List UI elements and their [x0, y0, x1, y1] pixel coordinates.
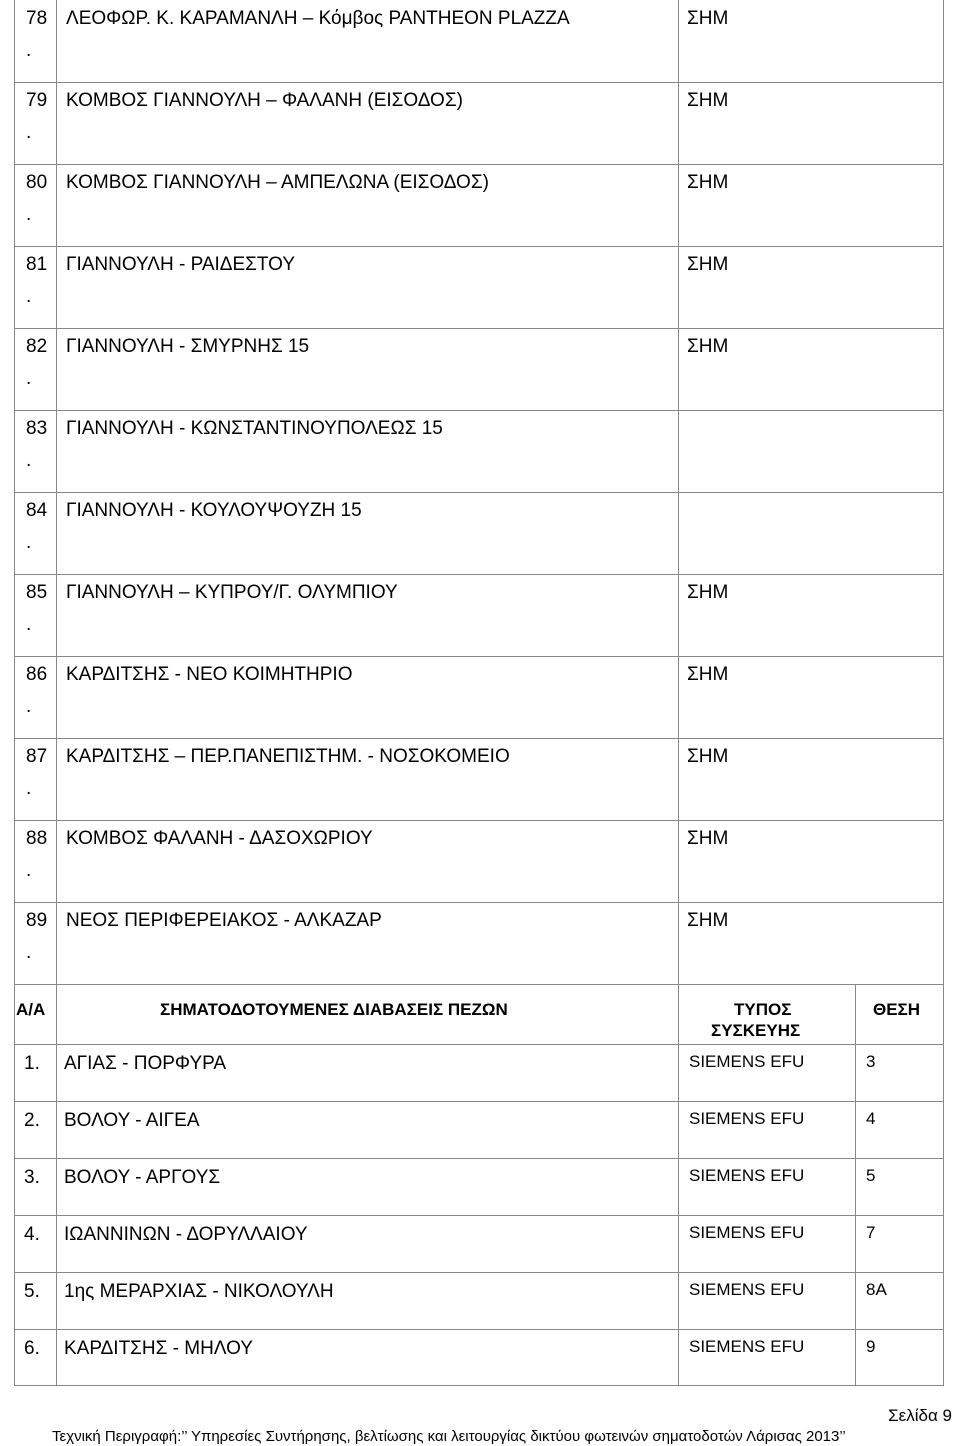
crossing-index: 1.: [24, 1053, 40, 1074]
junction-number: 79: [26, 90, 48, 111]
junction-number-dot: .: [26, 860, 32, 881]
crossing-device: SIEMENS EFU: [689, 1223, 805, 1242]
junction-row: [0, 902, 960, 984]
footer-text: Τεχνική Περιγραφή:’’ Υπηρεσίες Συντήρησης, βελτίωσης και λειτουργίας δικτύου φωτεινών σηματοδοτών Λάρισας 2013’’: [52, 1428, 846, 1445]
junction-name: ΛΕΟΦΩΡ. Κ. ΚΑΡΑΜΑΝΛΗ – Κόμβος PANTHEON PLAZZA: [66, 8, 570, 29]
junction-number: 78: [26, 8, 48, 29]
junction-name: ΓΙΑΝΝΟΥΛΗ - ΣΜΥΡΝΗΣ 15: [66, 336, 310, 357]
page-number: Σελίδα 9: [888, 1406, 952, 1425]
crossing-name: ΙΩΑΝΝΙΝΩΝ - ΔΟΡΥΛΛΑΙΟΥ: [64, 1224, 308, 1245]
junction-row: [0, 0, 960, 82]
junction-number: 86: [26, 664, 48, 685]
junction-number-dot: .: [26, 614, 32, 635]
junction-type: ΣΗΜ: [687, 582, 729, 603]
junction-name: ΓΙΑΝΝΟΥΛΗ - ΡΑΙΔΕΣΤΟΥ: [66, 254, 296, 275]
crossing-name: 1ης ΜΕΡΑΡΧΙΑΣ - ΝΙΚΟΛΟΥΛΗ: [64, 1281, 334, 1302]
header-position: ΘΕΣΗ: [873, 1000, 921, 1019]
junction-row: [0, 164, 960, 246]
junction-number-dot: .: [26, 942, 32, 963]
crossing-index: 4.: [24, 1224, 40, 1245]
crossing-position: 4: [866, 1109, 876, 1128]
junction-number: 84: [26, 500, 48, 521]
junction-number-dot: .: [26, 696, 32, 717]
junction-row: [0, 328, 960, 410]
junction-number: 83: [26, 418, 48, 439]
junction-name: ΝΕΟΣ ΠΕΡΙΦΕΡΕΙΑΚΟΣ - ΑΛΚΑΖΑΡ: [66, 910, 382, 931]
junction-number-dot: .: [26, 450, 32, 471]
crossing-position: 3: [866, 1052, 876, 1071]
crossing-name: ΑΓΙΑΣ - ΠΟΡΦΥΡΑ: [64, 1053, 227, 1074]
junction-name: ΓΙΑΝΝΟΥΛΗ – ΚΥΠΡΟΥ/Γ. ΟΛΥΜΠΙΟΥ: [66, 582, 398, 603]
crossing-name: ΒΟΛΟΥ - ΑΡΓΟΥΣ: [64, 1167, 221, 1188]
row-divider: [14, 984, 944, 985]
junction-type: ΣΗΜ: [687, 336, 729, 357]
junction-number-dot: .: [26, 122, 32, 143]
junction-number-dot: .: [26, 286, 32, 307]
junction-row: [0, 410, 960, 492]
header-device-line2: ΣΥΣΚΕΥΗΣ: [711, 1021, 801, 1040]
crossing-position: 5: [866, 1166, 876, 1185]
junction-type: ΣΗΜ: [687, 910, 729, 931]
header-title: ΣΗΜΑΤΟΔΟΤΟΥΜΕΝΕΣ ΔΙΑΒΑΣΕΙΣ ΠΕΖΩΝ: [160, 1000, 508, 1019]
junction-number: 81: [26, 254, 48, 275]
junction-name: ΓΙΑΝΝΟΥΛΗ - ΚΩΝΣΤΑΝΤΙΝΟΥΠΟΛΕΩΣ 15: [66, 418, 443, 439]
junction-row: [0, 82, 960, 164]
crossing-device: SIEMENS EFU: [689, 1052, 805, 1071]
crossing-device: SIEMENS EFU: [689, 1337, 805, 1356]
crossing-device: SIEMENS EFU: [689, 1109, 805, 1128]
junction-number-dot: .: [26, 40, 32, 61]
junction-number: 82: [26, 336, 48, 357]
crossing-device: SIEMENS EFU: [689, 1166, 805, 1185]
junction-number: 89: [26, 910, 48, 931]
crossing-index: 6.: [24, 1338, 40, 1359]
junction-type: ΣΗΜ: [687, 90, 729, 111]
junction-row: [0, 656, 960, 738]
crossing-row: [0, 1159, 960, 1216]
junction-number: 88: [26, 828, 48, 849]
junction-name: ΚΑΡΔΙΤΣΗΣ – ΠΕΡ.ΠΑΝΕΠΙΣΤΗΜ. - ΝΟΣΟΚΟΜΕΙΟ: [66, 746, 510, 767]
junction-number: 85: [26, 582, 48, 603]
crossing-position: 9: [866, 1337, 876, 1356]
junction-type: ΣΗΜ: [687, 254, 729, 275]
crossing-row: [0, 1102, 960, 1159]
junction-row: [0, 246, 960, 328]
crossing-index: 5.: [24, 1281, 40, 1302]
junction-number-dot: .: [26, 778, 32, 799]
header-index: Α/Α: [16, 1000, 46, 1019]
junction-name: ΓΙΑΝΝΟΥΛΗ - ΚΟΥΛΟΥΨΟΥΖΗ 15: [66, 500, 362, 521]
junction-row: [0, 820, 960, 902]
crossing-device: SIEMENS EFU: [689, 1280, 805, 1299]
junction-row: [0, 492, 960, 574]
junction-number-dot: .: [26, 532, 32, 553]
crossing-row: [0, 1330, 960, 1387]
junction-number-dot: .: [26, 204, 32, 225]
junction-number-dot: .: [26, 368, 32, 389]
junction-type: ΣΗΜ: [687, 746, 729, 767]
crossing-index: 3.: [24, 1167, 40, 1188]
junction-type: ΣΗΜ: [687, 828, 729, 849]
header-device-line1: ΤΥΠΟΣ: [734, 1000, 792, 1019]
crossing-row: [0, 1216, 960, 1273]
junction-name: ΚΟΜΒΟΣ ΓΙΑΝΝΟΥΛΗ – ΦΑΛΑΝΗ (ΕΙΣΟΔΟΣ): [66, 90, 463, 111]
crossing-position: 8Α: [866, 1280, 887, 1299]
junction-row: [0, 738, 960, 820]
junction-type: ΣΗΜ: [687, 172, 729, 193]
crossing-row: [0, 1273, 960, 1330]
junction-type: ΣΗΜ: [687, 8, 729, 29]
junction-name: ΚΑΡΔΙΤΣΗΣ - ΝΕΟ ΚΟΙΜΗΤΗΡΙΟ: [66, 664, 353, 685]
junction-type: ΣΗΜ: [687, 664, 729, 685]
crossing-name: ΚΑΡΔΙΤΣΗΣ - ΜΗΛΟΥ: [64, 1338, 253, 1359]
junction-name: ΚΟΜΒΟΣ ΓΙΑΝΝΟΥΛΗ – ΑΜΠΕΛΩΝΑ (ΕΙΣΟΔΟΣ): [66, 172, 489, 193]
crossing-index: 2.: [24, 1110, 40, 1131]
junction-row: [0, 574, 960, 656]
crossing-row: [0, 1045, 960, 1102]
crossing-name: ΒΟΛΟΥ - ΑΙΓΕΑ: [64, 1110, 200, 1131]
junction-number: 80: [26, 172, 48, 193]
junction-number: 87: [26, 746, 48, 767]
junction-name: ΚΟΜΒΟΣ ΦΑΛΑΝΗ - ΔΑΣΟΧΩΡΙΟΥ: [66, 828, 373, 849]
crossing-position: 7: [866, 1223, 876, 1242]
